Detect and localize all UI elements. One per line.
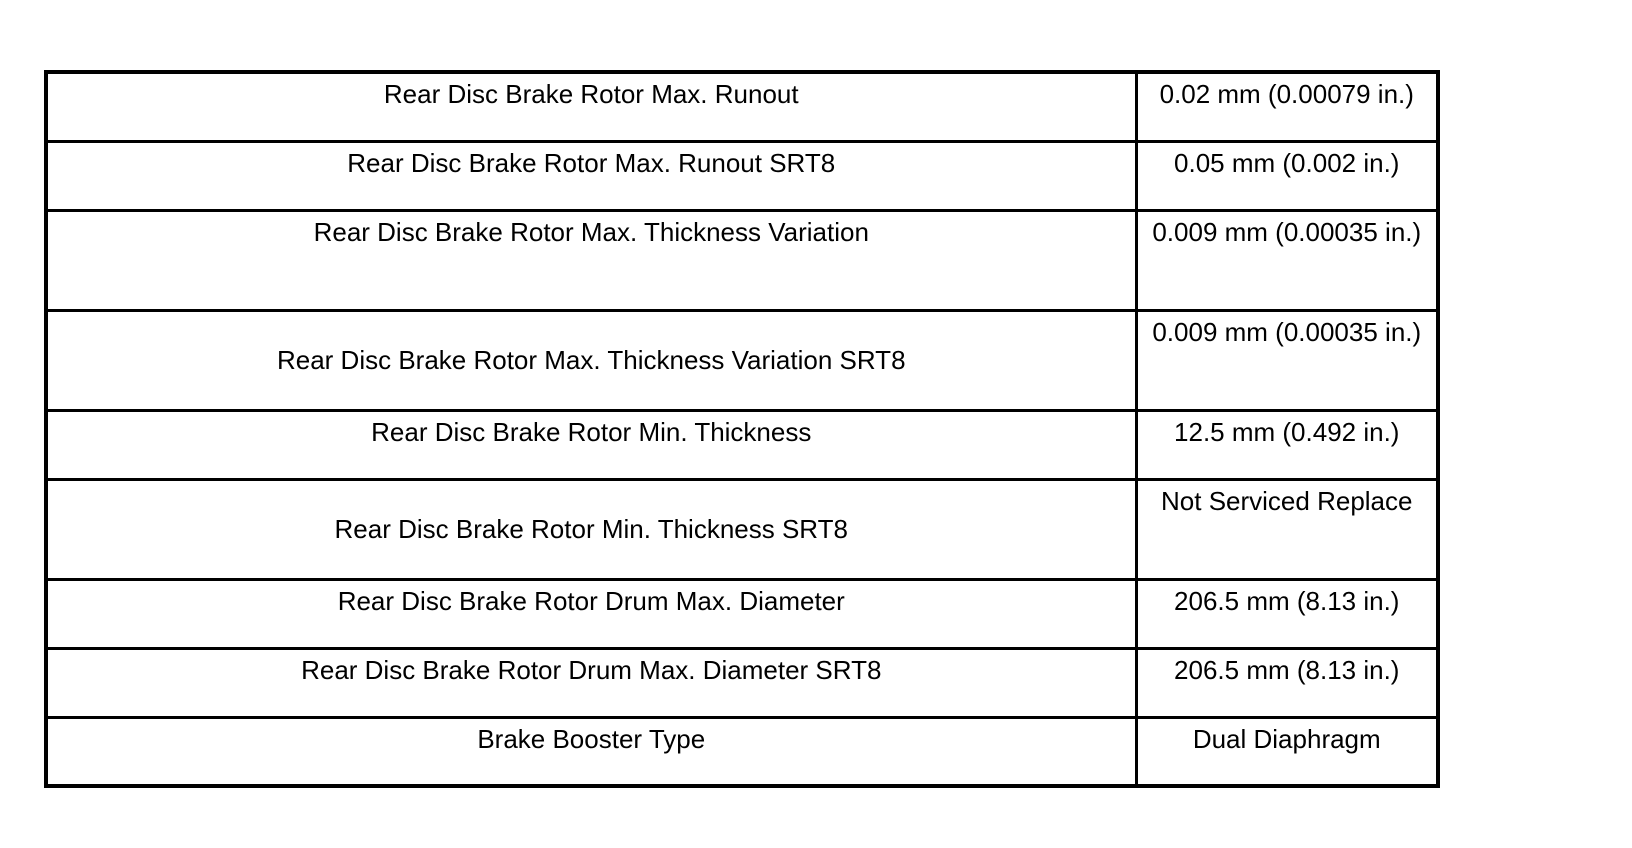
spec-value: 12.5 mm (0.492 in.) — [1136, 410, 1438, 479]
table-row — [46, 579, 1438, 648]
spec-value: Not Serviced Replace — [1136, 479, 1438, 579]
table-row — [46, 479, 1438, 579]
spec-name: Brake Booster Type — [46, 717, 1136, 786]
spec-value: 0.009 mm (0.00035 in.) — [1136, 210, 1438, 310]
table-row — [46, 141, 1438, 210]
spec-value: 0.02 mm (0.00079 in.) — [1136, 72, 1438, 141]
table-row — [46, 210, 1438, 310]
spec-name: Rear Disc Brake Rotor Max. Runout — [46, 72, 1136, 141]
table-row — [46, 410, 1438, 479]
spec-name: Rear Disc Brake Rotor Max. Thickness Variation — [46, 210, 1136, 310]
spec-value: 0.05 mm (0.002 in.) — [1136, 141, 1438, 210]
table-row — [46, 72, 1438, 141]
spec-name: Rear Disc Brake Rotor Max. Thickness Variation SRT8 — [46, 310, 1136, 410]
spec-value: Dual Diaphragm — [1136, 717, 1438, 786]
brake-spec-table — [44, 70, 1440, 788]
table-row — [46, 648, 1438, 717]
spec-name: Rear Disc Brake Rotor Min. Thickness SRT8 — [46, 479, 1136, 579]
spec-value: 206.5 mm (8.13 in.) — [1136, 648, 1438, 717]
spec-name: Rear Disc Brake Rotor Min. Thickness — [46, 410, 1136, 479]
spec-name: Rear Disc Brake Rotor Drum Max. Diameter — [46, 579, 1136, 648]
spec-value: 0.009 mm (0.00035 in.) — [1136, 310, 1438, 410]
table-row — [46, 717, 1438, 786]
table-row — [46, 310, 1438, 410]
spec-name: Rear Disc Brake Rotor Drum Max. Diameter SRT8 — [46, 648, 1136, 717]
spec-value: 206.5 mm (8.13 in.) — [1136, 579, 1438, 648]
spec-name: Rear Disc Brake Rotor Max. Runout SRT8 — [46, 141, 1136, 210]
